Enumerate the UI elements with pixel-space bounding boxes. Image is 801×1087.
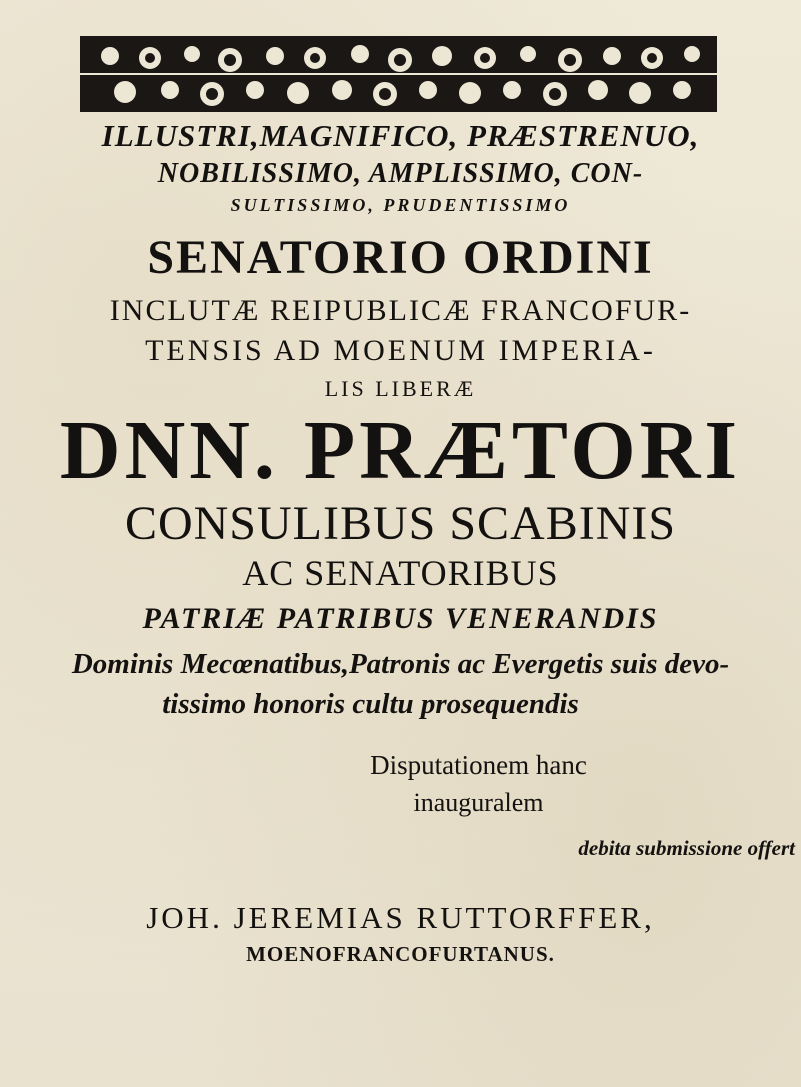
dedication-line-8: DNN. PRÆTORI <box>59 404 742 497</box>
dedication-line-2: NOBILISSIMO, AMPLISSIMO, CON- <box>157 158 644 189</box>
dedication-line-12: Dominis Mecœnatibus,Patronis ac Evergetis suis devo- <box>71 648 730 680</box>
dedication-line-4: SENATORIO ORDINI <box>147 231 654 284</box>
ornamental-band-icon <box>80 36 717 112</box>
dedication-line-1: ILLUSTRI,MAGNIFICO, PRÆSTRENUO, <box>101 118 700 153</box>
dedication-line-5: INCLUTÆ REIPUBLICÆ FRANCOFUR- <box>109 294 692 327</box>
author-name: JOH. JEREMIAS RUTTORFFER, <box>146 900 655 935</box>
dedication-line-3: SULTISSIMO, PRUDENTISSIMO <box>230 195 571 215</box>
offering-line-1: Disputationem hanc <box>370 750 587 780</box>
dedication-line-13: tissimo honoris cultu prosequendis <box>162 688 579 720</box>
offering-line-2: inauguralem <box>413 788 544 817</box>
offering-line-3: debita submissione offert <box>578 836 795 860</box>
dedication-line-7: LIS LIBERÆ <box>324 376 477 401</box>
dedication-line-10: AC SENATORIBUS <box>242 553 559 593</box>
dedication-line-9: CONSULIBUS SCABINIS <box>124 497 677 550</box>
dedication-line-6: TENSIS AD MOENUM IMPERIA- <box>145 334 656 367</box>
author-origin: MOENOFRANCOFURTANUS. <box>246 942 555 966</box>
dedication-line-11: PATRIÆ PATRIBUS VENERANDIS <box>142 602 659 635</box>
